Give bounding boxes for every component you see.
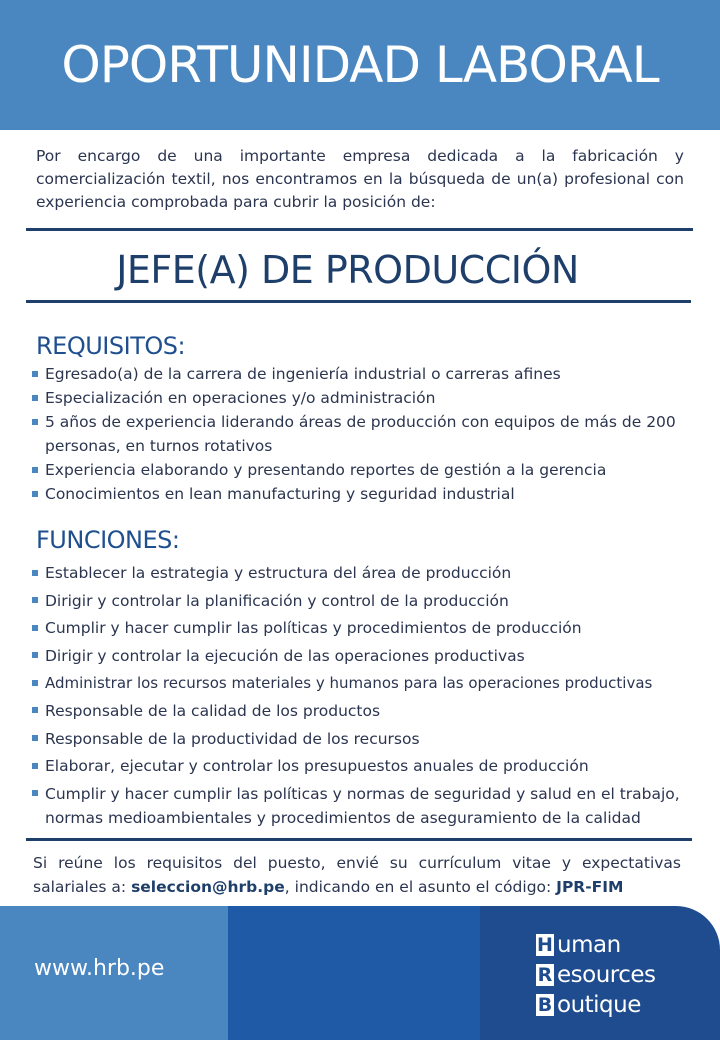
bullet-icon: [32, 625, 38, 631]
bullet-icon: [32, 570, 38, 576]
divider-closing: [26, 838, 692, 841]
list-item: 5 años de experiencia liderando áreas de producción con equipos de más de 200 personas, en turnos rotativos: [32, 410, 702, 458]
bullet-icon: [32, 371, 38, 377]
header-banner: [0, 0, 720, 130]
list-item: Egresado(a) de la carrera de ingeniería industrial o carreras afines: [32, 362, 702, 386]
logo-row-human: H uman: [537, 931, 621, 958]
job-code: JPR-FIM: [556, 878, 624, 896]
logo-initial-r: R: [537, 963, 553, 986]
footer-panel-logo: [480, 906, 720, 1040]
contact-email[interactable]: seleccion@hrb.pe: [131, 878, 285, 896]
list-item: Cumplir y hacer cumplir las políticas y normas de seguridad y salud en el trabajo, normas medioambientales y procedimientos de aseguramiento de la calidad: [32, 782, 700, 830]
bullet-icon: [32, 395, 38, 401]
bullet-icon: [32, 467, 38, 473]
list-item: Elaborar, ejecutar y controlar los presupuestos anuales de producción: [32, 754, 700, 778]
intro-paragraph: Por encargo de una importante empresa dedicada a la fabricación y comercialización textil, nos encontramos en la búsqueda de un(a) profesional con experiencia comprobada para cubrir la posición de:: [36, 147, 684, 211]
logo-row-resources: R esources: [537, 961, 656, 988]
footer-panel-light: [0, 906, 228, 1040]
list-item: Establecer la estrategia y estructura del área de producción: [32, 561, 700, 585]
list-item: Responsable de la productividad de los recursos: [32, 727, 700, 751]
page-title: OPORTUNIDAD LABORAL: [61, 36, 659, 94]
list-item: Dirigir y controlar la planificación y control de la producción: [32, 589, 700, 613]
closing-paragraph: Si reúne los requisitos del puesto, envié su currículum vitae y expectativas salariales a: seleccion@hrb.pe, indicando en el asunto el código: JPR-FIM: [33, 854, 681, 896]
hrb-logo: [536, 930, 656, 1020]
logo-initial-h: H: [537, 933, 553, 956]
footer: [0, 906, 720, 1040]
bullet-icon: [32, 652, 38, 658]
bullet-icon: [32, 790, 38, 796]
job-title: JEFE(A) DE PRODUCCIÓN: [116, 248, 579, 292]
requirements-heading: REQUISITOS:: [36, 332, 186, 360]
bullet-icon: [32, 763, 38, 769]
bullet-icon: [32, 491, 38, 497]
functions-list: [32, 561, 700, 833]
divider-bottom: [26, 300, 691, 303]
requirements-list: [32, 362, 702, 506]
logo-initial-b: B: [537, 993, 553, 1016]
bullet-icon: [32, 680, 38, 686]
bullet-icon: [32, 707, 38, 713]
divider-top: [26, 228, 693, 231]
functions-heading: FUNCIONES:: [36, 526, 180, 554]
list-item: Responsable de la calidad de los productos: [32, 699, 700, 723]
list-item: Experiencia elaborando y presentando reportes de gestión a la gerencia: [32, 458, 702, 482]
bullet-icon: [32, 597, 38, 603]
website-link[interactable]: www.hrb.pe: [34, 956, 165, 981]
list-item: Administrar los recursos materiales y humanos para las operaciones productivas: [32, 671, 700, 695]
list-item: Cumplir y hacer cumplir las políticas y procedimientos de producción: [32, 616, 700, 640]
logo-row-boutique: B outique: [537, 991, 641, 1018]
footer-panel-mid: [228, 906, 480, 1040]
list-item: Dirigir y controlar la ejecución de las operaciones productivas: [32, 644, 700, 668]
list-item: Especialización en operaciones y/o administración: [32, 386, 702, 410]
bullet-icon: [32, 735, 38, 741]
bullet-icon: [32, 419, 38, 425]
list-item: Conocimientos en lean manufacturing y seguridad industrial: [32, 482, 702, 506]
